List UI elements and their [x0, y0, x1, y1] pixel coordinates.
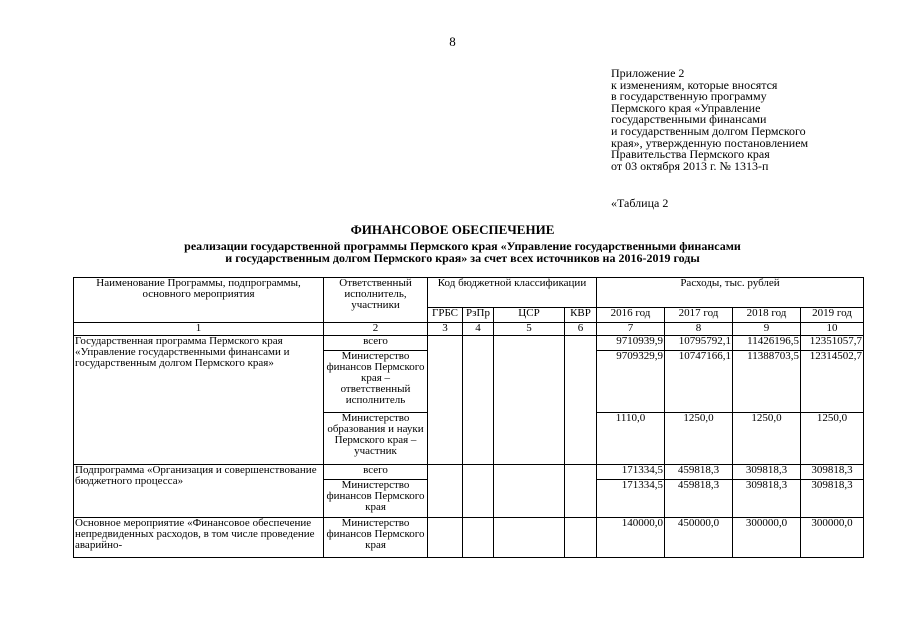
- value-2017: 1250,0: [665, 413, 733, 465]
- subprogram-name: Подпрограмма «Организация и совершенствование бюджетного процесса»: [74, 465, 324, 518]
- executor-cell: Министерство финансов Пермского края – ответственный исполнитель: [324, 351, 428, 413]
- header-expenses-group: Расходы, тыс. рублей: [597, 278, 864, 308]
- document-title: ФИНАНСОВОЕ ОБЕСПЕЧЕНИЕ: [350, 222, 555, 237]
- appendix-line: государственными финансами: [611, 112, 767, 127]
- col-number: 9: [733, 323, 801, 336]
- value-2017: 10747166,1: [665, 351, 733, 413]
- appendix-line: Приложение 2: [611, 66, 685, 80]
- value-2018: 309818,3: [733, 480, 801, 518]
- appendix-line: и государственным долгом Пермского: [611, 123, 806, 138]
- table-row: [74, 465, 864, 480]
- col-number: 1: [74, 323, 324, 336]
- executor-cell: всего: [324, 465, 428, 480]
- col-number: 10: [801, 323, 864, 336]
- header-kvr: КВР: [565, 308, 597, 323]
- header-grbs: ГРБС: [428, 308, 463, 323]
- col-number: 3: [428, 323, 463, 336]
- col-number: 8: [665, 323, 733, 336]
- value-2016: 171334,5: [597, 465, 665, 480]
- header-code-group: Код бюджетной классификации: [428, 278, 597, 308]
- value-2019: 12351057,7: [801, 336, 864, 351]
- col-number: 6: [565, 323, 597, 336]
- appendix-line: Правительства Пермского края: [611, 147, 770, 162]
- header-2019: 2019 год: [801, 308, 864, 323]
- subtitle-line: и государственным долгом Пермского края» за счет всех источников на 2016-2019 годы: [225, 251, 700, 265]
- header-csr: ЦСР: [494, 308, 565, 323]
- value-2016: 1110,0: [597, 413, 665, 465]
- header-2016: 2016 год: [597, 308, 665, 323]
- financing-table: [73, 277, 864, 558]
- value-2018: 300000,0: [733, 518, 801, 558]
- col-number: 7: [597, 323, 665, 336]
- table-row: [74, 336, 864, 351]
- header-2018: 2018 год: [733, 308, 801, 323]
- header-name: Наименование Программы, подпрограммы, основного мероприятия: [74, 278, 324, 323]
- value-2019: 12314502,7: [801, 351, 864, 413]
- value-2017: 450000,0: [665, 518, 733, 558]
- value-2019: 1250,0: [801, 413, 864, 465]
- value-2019: 309818,3: [801, 465, 864, 480]
- appendix-line: Пермского края «Управление: [611, 100, 761, 115]
- appendix-line: в государственную программу: [611, 89, 767, 104]
- value-2019: 300000,0: [801, 518, 864, 558]
- value-2019: 309818,3: [801, 480, 864, 518]
- executor-cell: Министерство финансов Пермского края: [324, 480, 428, 518]
- subtitle-line: реализации государственной программы Пермского края «Управление государственными финансами: [184, 239, 741, 253]
- value-2017: 459818,3: [665, 480, 733, 518]
- col-number: 4: [463, 323, 494, 336]
- appendix-line: от 03 октября 2013 г. № 1313-п: [611, 158, 769, 173]
- value-2018: 1250,0: [733, 413, 801, 465]
- executor-cell: Министерство образования и науки Пермского края – участник: [324, 413, 428, 465]
- table-row: [74, 518, 864, 558]
- table-label: «Таблица 2: [611, 196, 669, 210]
- value-2016: 9710939,9: [597, 336, 665, 351]
- executor-cell: всего: [324, 336, 428, 351]
- executor-cell: Министерство финансов Пермского края: [324, 518, 428, 558]
- appendix-block: [611, 68, 808, 172]
- header-2017: 2017 год: [665, 308, 733, 323]
- page-number: 8: [449, 34, 456, 49]
- value-2018: 11426196,5: [733, 336, 801, 351]
- value-2016: 171334,5: [597, 480, 665, 518]
- value-2016: 140000,0: [597, 518, 665, 558]
- col-number: 5: [494, 323, 565, 336]
- appendix-line: к изменениям, которые вносятся: [611, 77, 778, 92]
- col-number: 2: [324, 323, 428, 336]
- header-rzpr: РзПр: [463, 308, 494, 323]
- program-name: Государственная программа Пермского края «Управление государственными финансами и государственным долгом Пермского края»: [74, 336, 324, 465]
- value-2018: 11388703,5: [733, 351, 801, 413]
- value-2016: 9709329,9: [597, 351, 665, 413]
- value-2017: 459818,3: [665, 465, 733, 480]
- header-executor: Ответственный исполнитель, участники: [324, 278, 428, 323]
- document-subtitle: [60, 240, 865, 264]
- value-2018: 309818,3: [733, 465, 801, 480]
- value-2017: 10795792,1: [665, 336, 733, 351]
- appendix-line: края», утвержденную постановлением: [611, 135, 809, 150]
- activity-name: Основное мероприятие «Финансовое обеспечение непредвиденных расходов, в том числе проведение аварийно-: [74, 518, 324, 558]
